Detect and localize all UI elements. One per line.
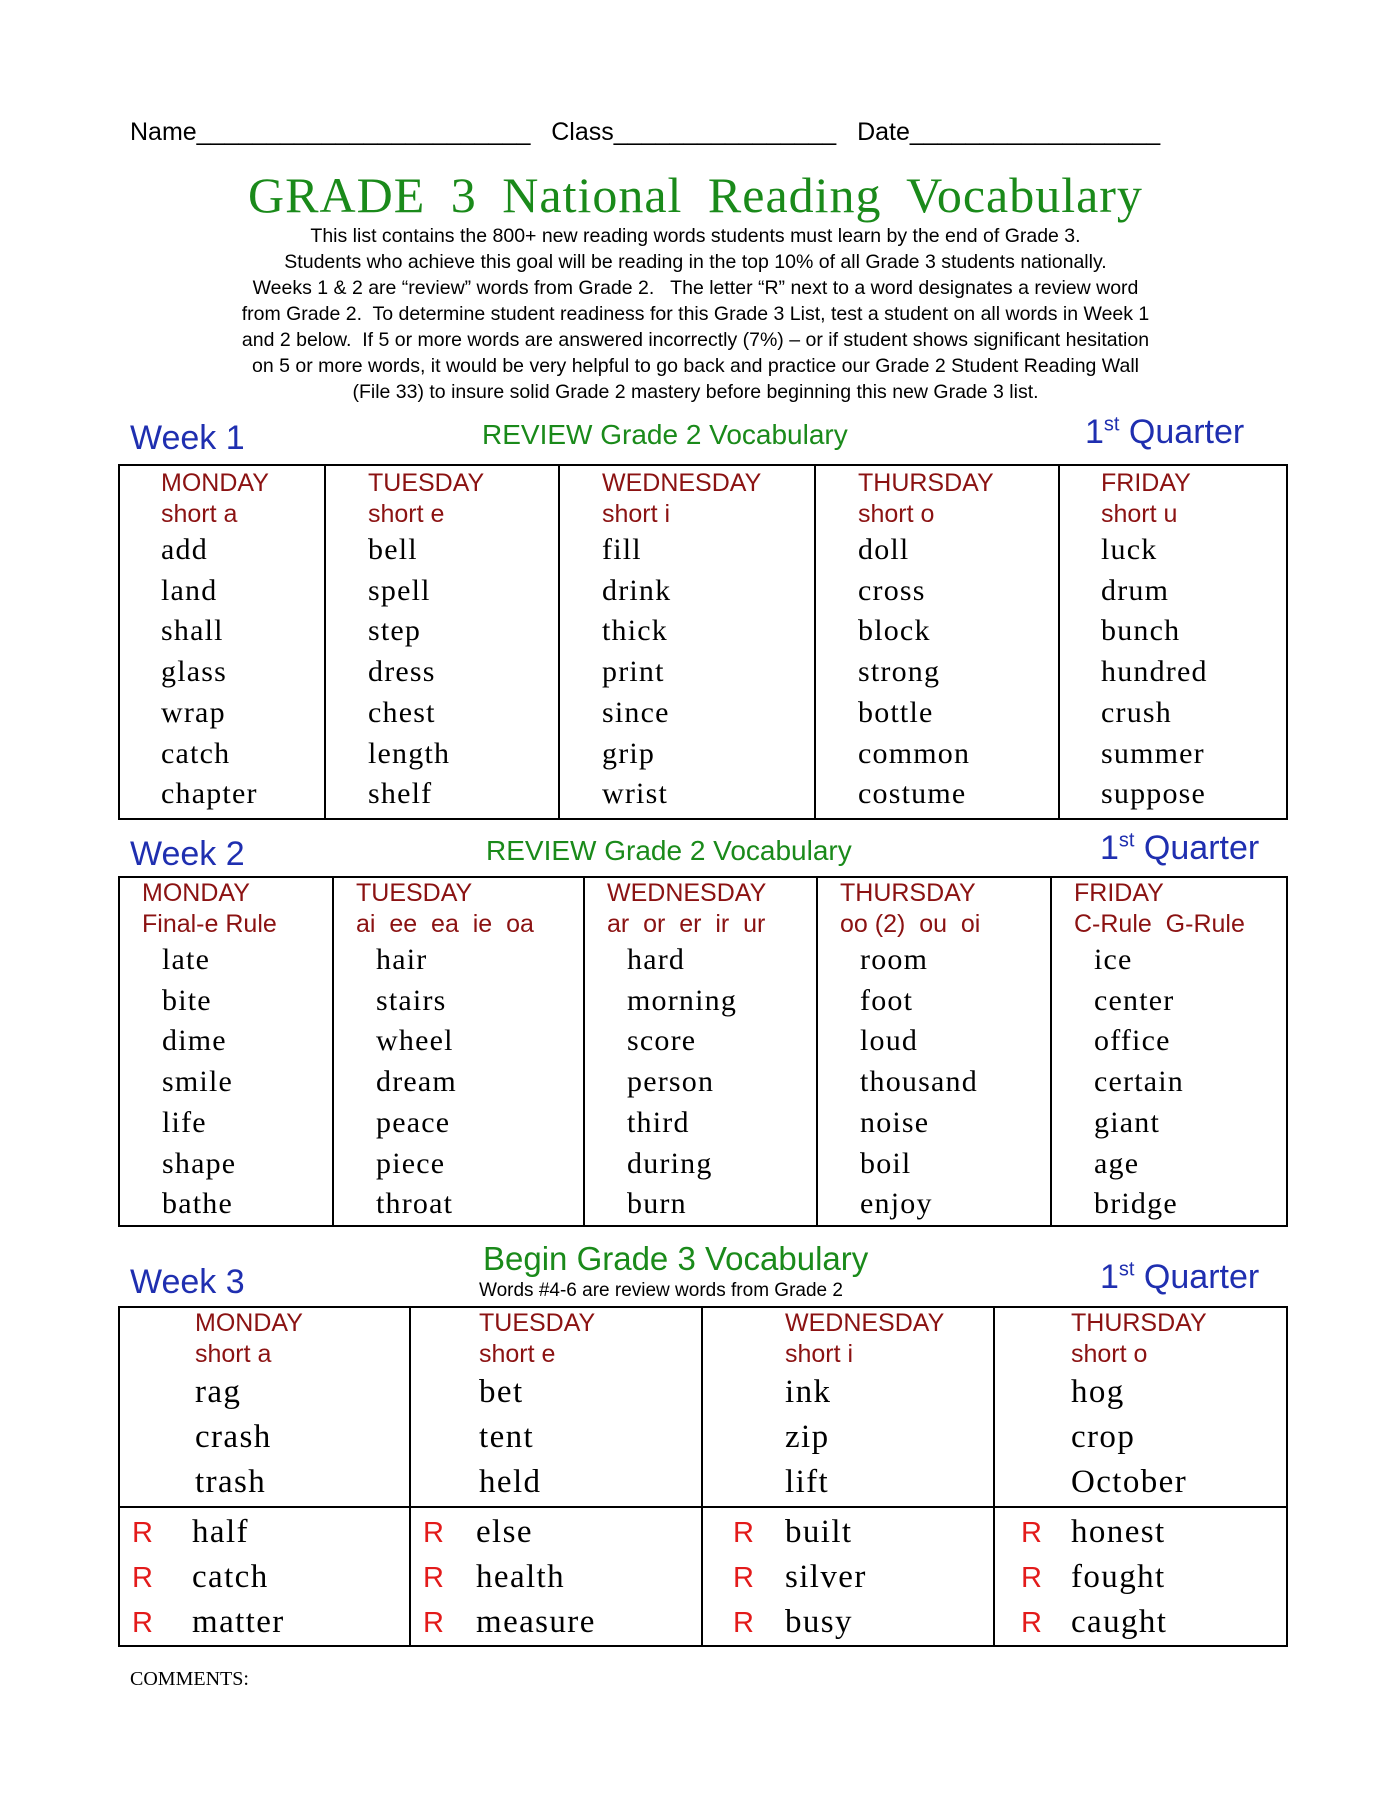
vocab-word: giant [1094,1105,1160,1139]
week2-wednesday-column [584,877,817,1226]
vocab-word: lift [785,1464,830,1500]
vocab-word: age [1094,1146,1140,1180]
review-row [995,1555,1286,1600]
review-mark: R [1021,1517,1042,1549]
vocab-word: drum [1101,573,1170,607]
vocab-word: bottle [858,695,934,729]
review-word: busy [785,1604,853,1640]
week2-friday-column [1051,877,1287,1226]
day-label: MONDAY [195,1309,303,1337]
vocab-word: summer [1101,736,1205,770]
review-row [120,1600,409,1645]
intro-line: (File 33) to insure solid Grade 2 mastery before beginning this new Grade 3 list. [352,381,1039,403]
week3-label: Week 3 [130,1263,245,1301]
review-mark: R [132,1562,153,1594]
week2-thursday-column [817,877,1051,1226]
phonics-rule: short i [785,1340,854,1368]
phonics-rule: C-Rule G-Rule [1074,910,1245,938]
vocab-word: certain [1094,1065,1185,1099]
review-word: matter [192,1604,285,1640]
vocab-word: crush [1101,695,1172,729]
vocab-word: during [627,1146,713,1180]
phonics-rule: short o [858,500,935,528]
vocab-word: tent [479,1419,535,1455]
week1-tuesday-column [325,465,559,819]
vocab-word: hair [376,943,428,976]
review-mark: R [733,1607,754,1639]
week3-tuesday-review [410,1507,702,1646]
review-row [411,1510,701,1555]
vocab-word: drink [602,573,672,607]
day-label: FRIDAY [1074,879,1164,907]
review-word: catch [192,1559,269,1595]
review-word: else [476,1514,533,1550]
day-label: THURSDAY [840,879,976,907]
vocab-word: luck [1101,533,1158,566]
week1-wednesday-column [559,465,815,819]
review-row [120,1510,409,1555]
week2-monday-column [119,877,333,1226]
review-word: health [476,1559,566,1595]
date-field[interactable]: Date__________________ [857,118,1161,146]
week3-note: Words #4-6 are review words from Grade 2 [479,1280,843,1301]
vocab-word: center [1094,983,1175,1017]
vocab-word: bell [368,533,418,566]
day-label: TUESDAY [368,469,485,497]
phonics-rule: ai ee ea ie oa [356,910,534,938]
week3-wednesday-column [702,1307,994,1507]
review-row [703,1555,993,1600]
week3-monday-review [119,1507,410,1646]
week1-friday-column [1059,465,1287,819]
review-row [703,1510,993,1555]
vocab-word: piece [376,1146,446,1180]
vocab-word: spell [368,573,431,607]
phonics-rule: short a [195,1340,272,1368]
vocab-word: rag [195,1374,242,1410]
week2-tuesday-column [333,877,584,1226]
vocab-word: costume [858,777,967,811]
review-row [703,1600,993,1645]
review-mark: R [733,1562,754,1594]
vocab-word: length [368,736,451,770]
review-row [411,1555,701,1600]
vocab-word: chapter [161,777,258,811]
day-label: FRIDAY [1101,469,1191,497]
vocab-word: print [602,655,665,689]
comments-label: COMMENTS: [130,1668,249,1690]
phonics-rule: ar or er ir ur [607,910,766,938]
vocab-word: foot [860,983,914,1017]
review-row [995,1600,1286,1645]
week1-label: Week 1 [130,419,245,457]
review-word: half [192,1514,249,1550]
vocab-word: grip [602,736,656,770]
phonics-rule: short o [1071,1340,1148,1368]
phonics-rule: short i [602,500,671,528]
page-title: GRADE 3 National Reading Vocabulary [248,167,1143,223]
week3-table [118,1306,1288,1647]
vocab-word: shall [161,614,224,648]
vocab-word: held [479,1464,542,1500]
review-mark: R [733,1517,754,1549]
vocab-word: thick [602,614,668,648]
phonics-rule: oo (2) ou oi [840,910,981,938]
review-mark: R [132,1607,153,1639]
vocab-word: shape [162,1146,237,1180]
review-word: silver [785,1559,867,1595]
week3-quarter: 1st Quarter [1100,1258,1260,1296]
week1-subtitle: REVIEW Grade 2 Vocabulary [482,419,848,450]
week3-header [0,1240,1391,1310]
review-mark: R [423,1517,444,1549]
review-mark: R [132,1517,153,1549]
review-row [411,1600,701,1645]
vocab-word: zip [785,1419,830,1455]
week3-wednesday-review [702,1507,994,1646]
week1-quarter: 1st Quarter [1085,413,1245,451]
week3-thursday-column [994,1307,1287,1507]
review-word: caught [1071,1604,1168,1640]
vocab-word: bet [479,1374,524,1410]
vocab-word: cross [858,573,926,607]
week1-table [118,464,1288,820]
vocab-word: fill [602,533,642,566]
week1-thursday-column [815,465,1059,819]
review-word: honest [1071,1514,1166,1550]
student-info-line [130,118,1160,147]
vocab-word: smile [162,1065,233,1099]
vocab-word: throat [376,1187,454,1221]
vocab-word: noise [860,1105,930,1139]
day-label: THURSDAY [1071,1309,1207,1337]
vocab-word: hog [1071,1374,1125,1410]
week3-thursday-review [994,1507,1287,1646]
vocab-word: late [162,943,211,976]
vocab-word: glass [161,655,227,689]
vocab-word: shelf [368,777,433,811]
vocab-word: person [627,1065,715,1099]
week2-table [118,876,1288,1227]
vocab-word: score [627,1024,697,1058]
week1-header [0,413,1391,463]
vocab-word: bathe [162,1187,233,1221]
day-label: WEDNESDAY [607,879,767,907]
vocab-word: thousand [860,1065,978,1099]
review-word: measure [476,1604,596,1640]
class-field[interactable]: Class________________ [551,118,837,146]
phonics-rule: Final-e Rule [142,910,277,938]
vocab-word: common [858,736,971,770]
vocab-word: life [162,1105,207,1139]
vocab-word: wrist [602,777,668,811]
vocab-word: October [1071,1464,1188,1500]
vocab-word: dime [162,1024,227,1058]
week2-quarter: 1st Quarter [1100,829,1260,867]
vocab-word: trash [195,1464,267,1500]
vocab-word: burn [627,1187,687,1221]
week1-monday-column [119,465,325,819]
intro-line: on 5 or more words, it would be very helpful to go back and practice our Grade 2 Student Reading Wall [251,355,1139,377]
week3-subtitle: Begin Grade 3 Vocabulary [483,1240,869,1277]
vocab-word: bunch [1101,614,1181,648]
vocab-word: catch [161,736,231,770]
vocab-word: block [858,614,931,648]
review-word: fought [1071,1559,1166,1595]
day-label: MONDAY [142,879,250,907]
vocab-word: wheel [376,1024,454,1058]
intro-line: This list contains the 800+ new reading words students must learn by the end of Grade 3. [310,225,1081,247]
review-mark: R [423,1562,444,1594]
phonics-rule: short a [161,500,238,528]
day-label: MONDAY [161,469,269,497]
day-label: TUESDAY [479,1309,596,1337]
vocab-word: step [368,614,422,648]
vocab-word: dream [376,1065,457,1099]
vocab-word: bite [162,983,212,1017]
week2-subtitle: REVIEW Grade 2 Vocabulary [486,835,852,866]
vocab-word: loud [860,1024,919,1058]
phonics-rule: short u [1101,500,1178,528]
vocab-word: crash [195,1419,272,1455]
name-field[interactable]: Name________________________ [130,118,531,146]
vocab-word: add [161,533,208,566]
intro-line: Students who achieve this goal will be reading in the top 10% of all Grade 3 students nationally. [284,251,1107,273]
vocab-word: hard [627,943,686,976]
intro-line: Weeks 1 & 2 are “review” words from Grade 2. The letter “R” next to a word designates a review word [252,277,1139,299]
vocab-word: morning [627,983,738,1017]
review-row [995,1510,1286,1555]
vocab-word: chest [368,695,436,729]
review-mark: R [1021,1607,1042,1639]
phonics-rule: short e [368,500,445,528]
vocab-word: doll [858,533,910,566]
vocab-word: ice [1094,943,1133,976]
review-mark: R [423,1607,444,1639]
vocab-word: wrap [161,695,226,729]
vocab-word: hundred [1101,655,1208,689]
vocab-word: room [860,943,929,976]
day-label: THURSDAY [858,469,994,497]
vocab-word: peace [376,1105,451,1139]
vocab-word: office [1094,1024,1171,1058]
intro-paragraph [130,223,1261,405]
vocab-word: stairs [376,983,447,1017]
vocab-word: suppose [1101,777,1207,811]
vocab-word: land [161,573,218,607]
week3-monday-column [119,1307,410,1507]
day-label: WEDNESDAY [602,469,762,497]
vocab-word: ink [785,1374,832,1410]
week2-label: Week 2 [130,835,245,873]
vocab-word: crop [1071,1419,1136,1455]
day-label: TUESDAY [356,879,473,907]
vocab-word: dress [368,655,436,689]
vocab-word: since [602,695,670,729]
vocab-word: boil [860,1146,912,1180]
week2-header [0,829,1391,879]
vocab-word: strong [858,655,941,689]
review-row [120,1555,409,1600]
phonics-rule: short e [479,1340,556,1368]
day-label: WEDNESDAY [785,1309,945,1337]
intro-line: from Grade 2. To determine student readiness for this Grade 3 List, test a student on all words in Week 1 [241,303,1150,325]
vocab-word: bridge [1094,1187,1178,1221]
review-word: built [785,1514,853,1550]
week3-tuesday-column [410,1307,702,1507]
intro-line: and 2 below. If 5 or more words are answered incorrectly (7%) – or if student shows significant hesitation [241,329,1150,351]
vocab-word: enjoy [860,1187,933,1221]
review-mark: R [1021,1562,1042,1594]
vocab-word: third [627,1105,690,1139]
